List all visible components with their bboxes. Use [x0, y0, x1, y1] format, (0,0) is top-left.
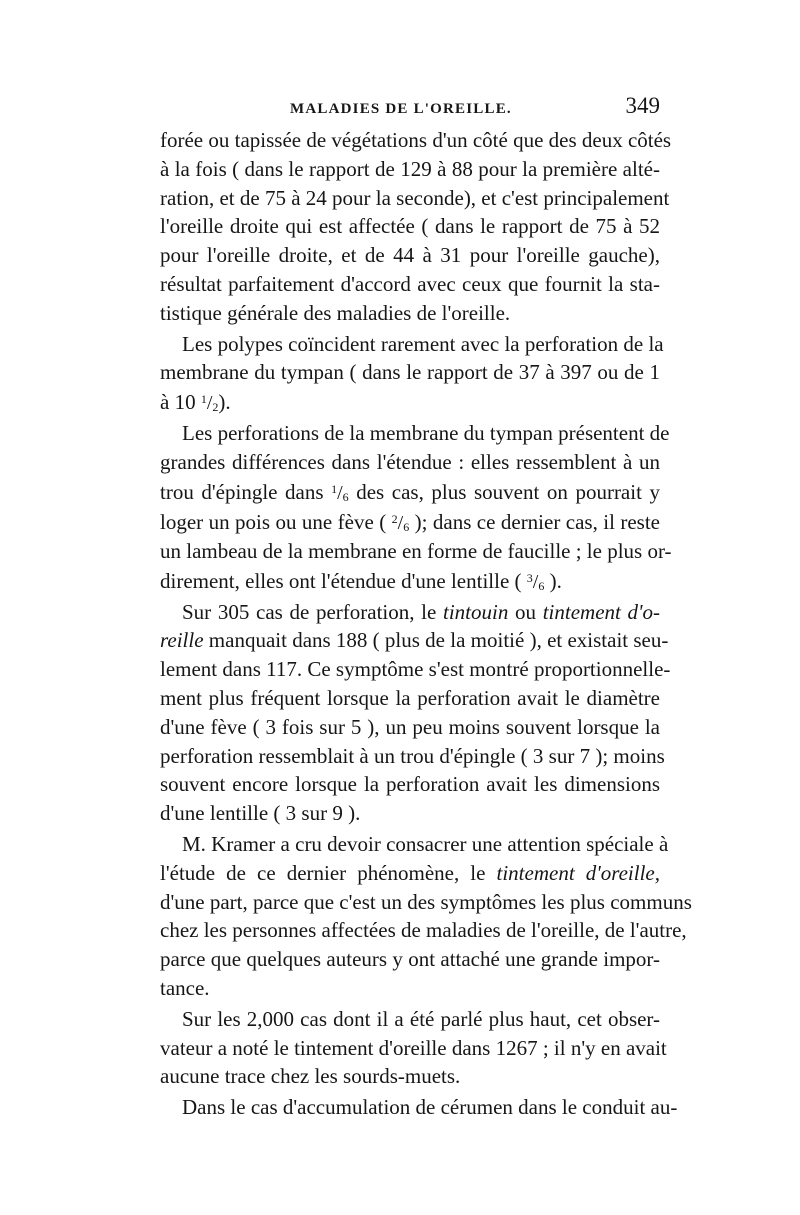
fraction: $^1/_2$	[200, 392, 219, 415]
paragraph-start: M. Kramer a cru devoir consacrer une attention spéciale à	[182, 831, 669, 856]
text-line: à la fois ( dans le rapport de 129 à 88 pour la première alté-	[160, 156, 660, 181]
text-line	[160, 566, 660, 596]
text-fragment: à 10	[160, 390, 201, 415]
text-fragment: trou d'épingle dans	[160, 479, 332, 504]
paragraph-start: Sur les 2,000 cas dont il a été parlé plus haut, cet obser-	[182, 1006, 660, 1031]
fraction: $^2/_6$	[391, 511, 410, 534]
text-line	[160, 626, 669, 655]
text-line: grandes différences dans l'étendue : elles ressemblent à un	[160, 449, 660, 474]
text-line: d'une lentille ( 3 sur 9 ).	[160, 801, 361, 826]
fraction-denominator: 6	[538, 578, 545, 593]
body-text	[160, 126, 692, 1122]
paragraph-start	[160, 598, 660, 627]
fraction-denominator: 6	[342, 489, 349, 504]
text-line: tistique générale des maladies de l'oreille.	[160, 300, 511, 325]
italic-term: tintement d'o-	[542, 599, 660, 624]
text-fragment: manquait dans 188 ( plus de la moitié ), et existait seu-	[203, 628, 669, 653]
fraction-numerator: 2	[391, 511, 398, 526]
text-line	[160, 507, 660, 537]
text-line: perforation ressemblait à un trou d'épingle ( 3 sur 7 ); moins	[160, 743, 665, 768]
text-line: ration, et de 75 à 24 pour la seconde), et c'est principalement	[160, 185, 670, 210]
fraction-denominator: 2	[212, 400, 219, 415]
text-line: d'une part, parce que c'est un des symptômes les plus communs	[160, 889, 692, 914]
text-line: tance.	[160, 975, 210, 1000]
fraction: $^3/_6$	[526, 570, 545, 593]
page-number: 349	[625, 93, 660, 118]
text-line	[160, 387, 660, 417]
text-line: souvent encore lorsque la perforation avait les dimensions	[160, 772, 660, 797]
text-line: vateur a noté le tintement d'oreille dans 1267 ; il n'y en avait	[160, 1035, 667, 1060]
text-fragment: ); dans ce dernier cas, il reste	[409, 509, 660, 534]
text-line: chez les personnes affectées de maladies de l'oreille, de l'autre,	[160, 918, 687, 943]
text-fragment: Sur 305 cas de perforation, le	[182, 599, 444, 624]
text-line: lement dans 117. Ce symptôme s'est montré proportionnelle-	[160, 657, 671, 682]
text-line: membrane du tympan ( dans le rapport de 37 à 397 ou de 1	[160, 360, 660, 385]
text-line: forée ou tapissée de végétations d'un côté que des deux côtés	[160, 128, 672, 152]
text-line	[160, 477, 660, 507]
text-line: ment plus fréquent lorsque la perforation avait le diamètre	[160, 685, 660, 710]
italic-term: reille	[160, 628, 204, 653]
text-fragment: des cas, plus souvent on pourrait y	[348, 479, 660, 504]
text-line: parce que quelques auteurs y ont attaché une grande impor-	[160, 947, 660, 972]
text-line: un lambeau de la membrane en forme de faucille ; le plus or-	[160, 538, 672, 563]
paragraph-start: Dans le cas d'accumulation de cérumen dans le conduit au-	[182, 1095, 678, 1120]
running-title: MALADIES DE L'OREILLE.	[290, 101, 512, 117]
fraction-numerator: 3	[526, 570, 533, 585]
page-header	[160, 93, 660, 123]
text-fragment: ou	[508, 599, 543, 624]
fraction: $^1/_6$	[331, 481, 349, 504]
text-line	[160, 859, 660, 888]
italic-term: tintement d'oreille,	[496, 860, 660, 885]
text-line: résultat parfaitement d'accord avec ceux que fournit la sta-	[160, 271, 660, 296]
fraction-denominator: 6	[403, 519, 410, 534]
fraction-numerator: 1	[200, 392, 207, 407]
text-line: d'une fève ( 3 fois sur 5 ), un peu moins souvent lorsque la	[160, 714, 660, 739]
paragraph-start: Les polypes coïncident rarement avec la perforation de la	[182, 331, 664, 356]
text-line: aucune trace chez les sourds-muets.	[160, 1064, 461, 1089]
text-fragment: direment, elles ont l'étendue d'une lentille (	[160, 568, 527, 593]
text-line: l'oreille droite qui est affectée ( dans le rapport de 75 à 52	[160, 214, 660, 239]
text-fragment: l'étude de ce dernier phénomène, le	[160, 860, 497, 885]
paragraph-start: Les perforations de la membrane du tympan présentent de	[182, 421, 670, 446]
fraction-numerator: 1	[331, 481, 338, 496]
text-fragment: ).	[218, 390, 231, 415]
text-fragment: ).	[544, 568, 562, 593]
text-line: pour l'oreille droite, et de 44 à 31 pour l'oreille gauche),	[160, 243, 660, 268]
text-fragment: loger un pois ou une fève (	[160, 509, 392, 534]
italic-term: tintouin	[443, 599, 509, 624]
